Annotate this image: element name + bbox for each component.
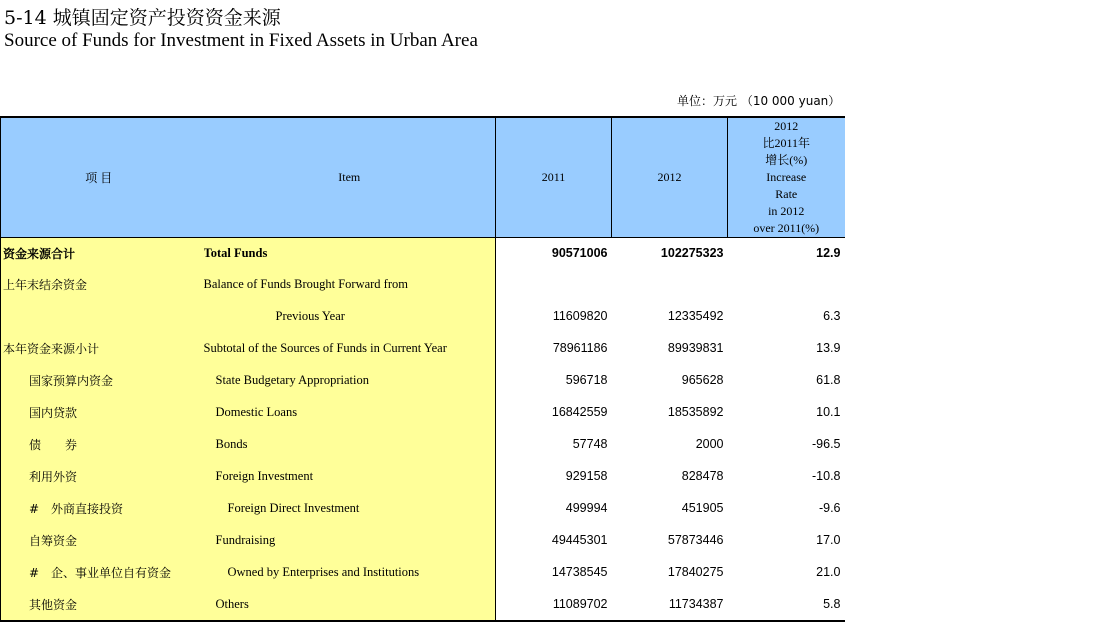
row-label-en: State Budgetary Appropriation — [204, 364, 496, 396]
row-label-cn: # 外商直接投资 — [1, 492, 204, 524]
value-2012: 102275323 — [660, 246, 724, 260]
value-2012: 451905 — [681, 501, 724, 515]
table-row — [1, 492, 845, 524]
row-label-cn: 资金来源合计 — [1, 238, 204, 269]
table-row — [1, 556, 845, 588]
row-label-en: Fundraising — [204, 524, 496, 556]
value-2011: 11089702 — [496, 588, 612, 621]
value-rate: 12.9 — [816, 246, 841, 260]
row-label-en: Domestic Loans — [204, 396, 496, 428]
header-item-cn: 项 目 — [1, 117, 204, 238]
row-label-en: Subtotal of the Sources of Funds in Current Year — [204, 332, 496, 364]
row-label-en: Others — [204, 588, 496, 621]
table-row — [1, 428, 845, 460]
header-2011: 2011 — [496, 117, 612, 238]
row-label-en: Foreign Direct Investment — [204, 492, 496, 524]
value-2012: 2000 — [695, 437, 724, 451]
row-label-en: Balance of Funds Brought Forward from — [204, 268, 496, 300]
value-2012: 965628 — [681, 373, 724, 387]
value-2012: 12335492 — [667, 309, 724, 323]
table-row — [1, 524, 845, 556]
table-row — [1, 460, 845, 492]
row-label-en: Foreign Investment — [204, 460, 496, 492]
row-label-en: Bonds — [204, 428, 496, 460]
row-label-cn: 自筹资金 — [1, 524, 204, 556]
value-2011: 57748 — [572, 437, 608, 451]
value-2011: 499994 — [565, 501, 608, 515]
value-2011: 596718 — [565, 373, 608, 387]
row-label-cn: 上年末结余资金 — [1, 268, 204, 300]
unit-note: 单位：万元 （10 000 yuan） — [677, 94, 841, 108]
value-rate: 17.0 — [816, 533, 841, 547]
header-row — [1, 117, 845, 238]
row-label-cn: 债 券 — [1, 428, 204, 460]
value-2011: 16842559 — [551, 405, 608, 419]
table-row — [1, 364, 845, 396]
value-2012: 57873446 — [667, 533, 724, 547]
table-row — [1, 238, 845, 269]
table-row — [1, 396, 845, 428]
value-2011: 14738545 — [551, 565, 608, 579]
value-rate — [728, 268, 845, 300]
value-rate: 10.1 — [816, 405, 841, 419]
funds-table — [0, 116, 845, 622]
table-row — [1, 268, 845, 300]
value-rate: -96.5 — [812, 437, 841, 451]
value-2011: 90571006 — [551, 246, 608, 260]
table-row — [1, 588, 845, 621]
value-2012: 17840275 — [667, 565, 724, 579]
value-rate: 61.8 — [816, 373, 841, 387]
row-label-cn: 利用外资 — [1, 460, 204, 492]
row-label-cn: # 企、事业单位自有资金 — [1, 556, 204, 588]
value-2012: 11734387 — [612, 588, 728, 621]
value-rate: 6.3 — [823, 309, 841, 323]
header-2012: 2012 — [612, 117, 728, 238]
value-2011: 49445301 — [551, 533, 608, 547]
value-2012: 89939831 — [667, 341, 724, 355]
table-row — [1, 332, 845, 364]
table-row — [1, 300, 845, 332]
value-2011: 929158 — [565, 469, 608, 483]
value-rate: -9.6 — [818, 501, 841, 515]
value-2011 — [496, 268, 612, 300]
value-rate: 21.0 — [816, 565, 841, 579]
table-title-cn: 5-14 城镇固定资产投资资金来源 — [4, 7, 281, 29]
value-2011: 78961186 — [552, 341, 608, 355]
value-2012: 18535892 — [667, 405, 724, 419]
row-label-cn: 国家预算内资金 — [1, 364, 204, 396]
row-label-en: Previous Year — [204, 300, 496, 332]
row-label-cn: 其他资金 — [1, 588, 204, 621]
value-rate: 13.9 — [816, 341, 841, 355]
value-rate: -10.8 — [812, 469, 841, 483]
value-2011: 11609820 — [552, 309, 608, 323]
table-title-en: Source of Funds for Investment in Fixed Assets in Urban Area — [4, 30, 478, 51]
header-increase-rate: 2012 比2011年 增长(%) Increase Rate in 2012 over 2011(%) — [728, 117, 845, 238]
value-2012: 828478 — [681, 469, 724, 483]
row-label-en: Owned by Enterprises and Institutions — [204, 556, 496, 588]
value-rate: 5.8 — [728, 588, 845, 621]
row-label-cn — [1, 300, 204, 332]
value-2012 — [612, 268, 728, 300]
header-item-en: Item — [204, 117, 496, 238]
row-label-cn: 本年资金来源小计 — [1, 332, 204, 364]
row-label-en: Total Funds — [204, 238, 496, 269]
row-label-cn: 国内贷款 — [1, 396, 204, 428]
